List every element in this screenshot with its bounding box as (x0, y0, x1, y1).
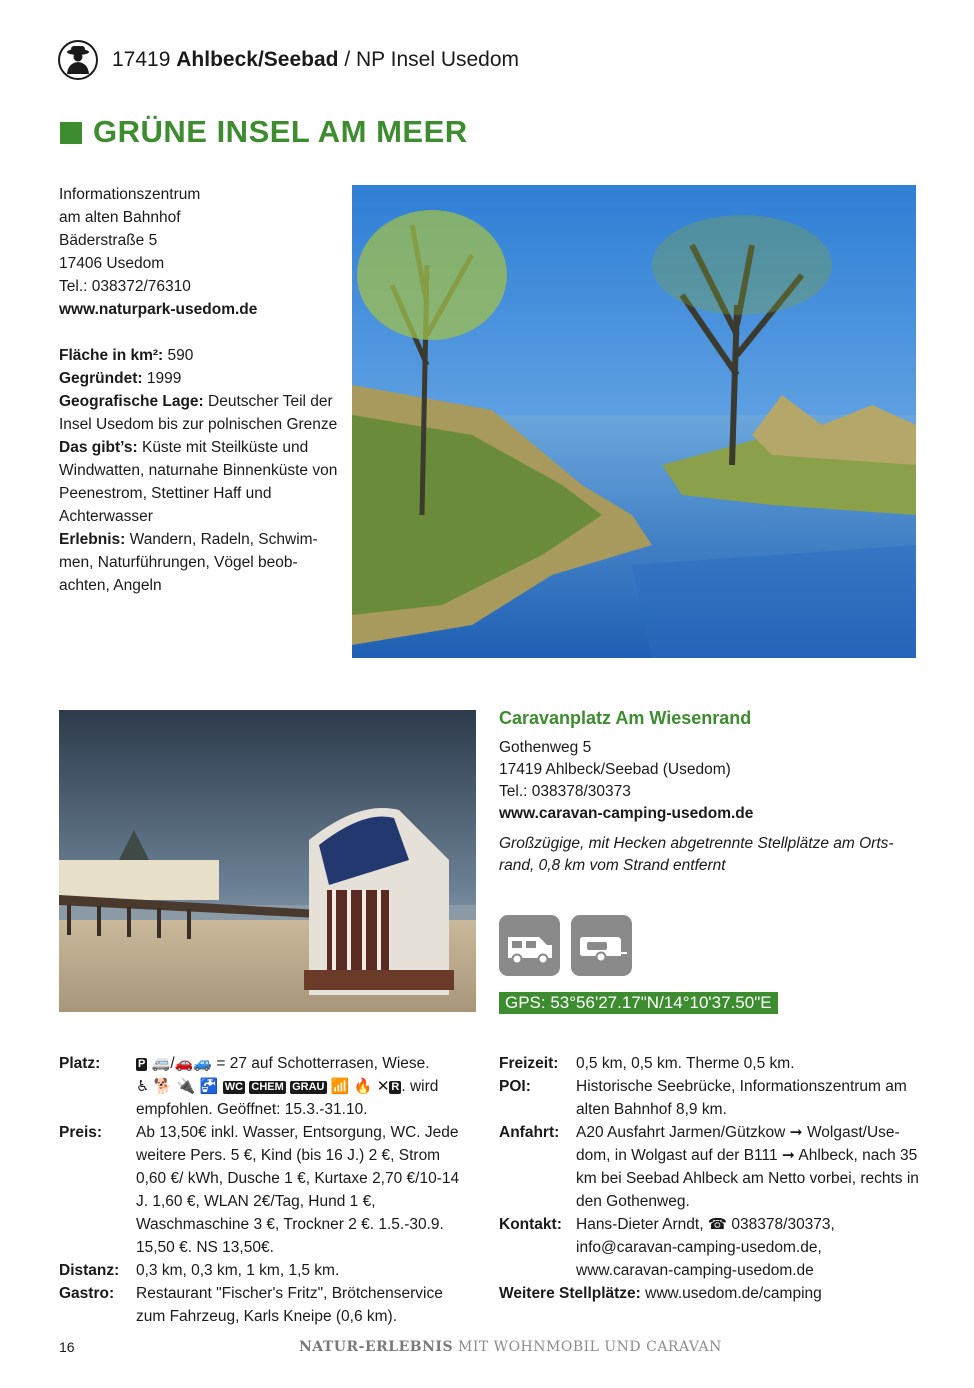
detail-value: 0,5 km, 0,5 km. Therme 0,5 km. (576, 1055, 795, 1072)
reservation-icon: R (391, 1081, 400, 1093)
fact-value: 1999 (142, 370, 182, 387)
no-grill-icon: ✕ (376, 1078, 390, 1095)
lake-landscape-photo (352, 185, 916, 658)
fact-location (59, 390, 339, 436)
water-tap-icon: 🚰 (199, 1078, 219, 1095)
detail-value: Ab 13,50€ inkl. Wasser, Entsorgung, WC. Jede weitere Pers. 5 €, Kind (bis 16 J.) 2 €, Strom 0,60 €/ kWh, Dusche 1 €, Kurtaxe 2,70 €/10-14 J. 1,60 €, WLAN 2€/Tag, Hund 1 €, Waschmaschine 3 €, Trockner 2 €. 1.5.-30.9. 15,50 €. NS 13,50€. (136, 1124, 460, 1256)
address-line: Informationszentrum (59, 186, 201, 203)
more-spots-row (499, 1282, 919, 1305)
campsite-website-link[interactable]: www.caravan-camping-usedom.de (499, 805, 754, 822)
detail-row-poi (499, 1075, 919, 1121)
platz-count: = 27 auf Schotterrasen, Wiese. (216, 1055, 430, 1072)
detail-label: Freizeit: (499, 1055, 559, 1072)
detail-label: Gastro: (59, 1285, 115, 1302)
campsite-city: 17419 Ahlbeck/Seebad (Usedom) (499, 761, 731, 778)
motorhome-small-icon: 🚐 (151, 1055, 171, 1072)
chem-icon: CHEM (251, 1081, 284, 1093)
detail-row-distanz (59, 1259, 471, 1282)
header-breadcrumb (112, 48, 519, 72)
detail-label: Distanz: (59, 1262, 120, 1279)
fact-features (59, 436, 339, 528)
title-square-icon (60, 122, 82, 144)
grey-water-icon: GRAU (292, 1081, 325, 1093)
campsite-name: Caravanplatz Am Wiesenrand (499, 708, 752, 728)
detail-row-platz (59, 1052, 471, 1121)
gps-coordinates: GPS: 53°56'27.17"N/14°10'37.50"E (499, 992, 778, 1014)
platz-extra: . wird empfohlen. Geöffnet: 15.3.-31.10. (136, 1078, 439, 1118)
address-line: Tel.: 038372/76310 (59, 278, 191, 295)
page-title: GRÜNE INSEL AM MEER (93, 114, 468, 149)
detail-label: POI: (499, 1078, 531, 1095)
detail-label: Anfahrt: (499, 1124, 560, 1141)
fact-area (59, 344, 339, 367)
caravan-icon (571, 915, 632, 976)
address-line: Bäderstraße 5 (59, 232, 158, 249)
campfire-icon: 🔥 (353, 1078, 373, 1095)
header-separator: / (338, 48, 356, 71)
park-info (59, 183, 339, 597)
footer-brand: NATUR-ERLEBNIS (299, 1339, 454, 1355)
more-spots-link[interactable]: www.usedom.de/camping (640, 1285, 822, 1302)
footer-rest: MIT WOHNMOBIL UND CARAVAN (453, 1339, 722, 1355)
detail-label: Preis: (59, 1124, 103, 1141)
detail-row-anfahrt (499, 1121, 919, 1213)
detail-value: Restaurant "Fischer's Fritz", Brötchenservice zum Fahrzeug, Karls Kneipe (0,6 km). (136, 1285, 443, 1325)
fact-label: Fläche in km²: (59, 347, 164, 364)
wifi-icon: 📶 (330, 1078, 350, 1095)
dog-icon: 🐕 (153, 1078, 173, 1095)
page-number: 16 (59, 1339, 75, 1355)
park-website-link[interactable]: www.naturpark-usedom.de (59, 301, 258, 318)
wc-icon: WC (224, 1081, 244, 1093)
spacer (59, 321, 339, 344)
footer-title (299, 1339, 722, 1355)
fact-value: Küste mit Steilküste und Windwatten, naturnahe Binnenküste von Peenestrom, Stettiner Haff und Achterwasser (59, 439, 338, 525)
header-park: NP Insel Usedom (356, 48, 520, 71)
fact-experience (59, 528, 339, 597)
detail-label: Platz: (59, 1055, 101, 1072)
fact-value: Deutscher Teil der Insel Usedom bis zur polnischen Grenze (59, 393, 338, 433)
detail-label: Kontakt: (499, 1216, 562, 1233)
more-spots-label: Weitere Stellplätze: (499, 1285, 641, 1302)
address-line: am alten Bahnhof (59, 209, 181, 226)
fact-value: 590 (163, 347, 194, 364)
detail-value: Hans-Dieter Arndt, ☎ 038378/30373, info@caravan-camping-usedom.de, www.caravan-camping-usedom.de (576, 1216, 835, 1279)
caravan-small-icon: 🚙 (193, 1055, 213, 1072)
campsite-info (499, 707, 919, 877)
campsite-phone: Tel.: 038378/30373 (499, 783, 631, 800)
details-left (59, 1052, 471, 1328)
detail-row-gastro (59, 1282, 471, 1328)
detail-value: A20 Ausfahrt Jarmen/Gützkow ➞ Wolgast/Use-dom, in Wolgast auf der B111 ➞ Ahlbeck, nach 35 km bei Seebad Ahlbeck am Netto vorbei, rechts in den Gothenweg. (576, 1124, 919, 1210)
header-place: Ahlbeck/Seebad (176, 48, 339, 71)
parking-icon: P (138, 1058, 146, 1070)
detail-value: P 🚐/🚗🚙 = 27 auf Schotterrasen, Wiese. ♿ 🐕 🔌 🚰 WC CHEM GRAU 📶 🔥 ✕ R . wird empfohlen. Geöffnet: 15.3.-31.10. (136, 1055, 439, 1118)
car-icon: 🚗 (174, 1055, 194, 1072)
beach-chair-pier-photo (59, 710, 476, 1012)
campsite-street: Gothenweg 5 (499, 739, 592, 756)
detail-value: 0,3 km, 0,3 km, 1 km, 1,5 km. (136, 1262, 340, 1279)
header-zip: 17419 (112, 48, 171, 71)
address-line: 17406 Usedom (59, 255, 165, 272)
fact-label: Gegründet: (59, 370, 143, 387)
wheelchair-icon: ♿ (136, 1078, 150, 1095)
detail-row-preis (59, 1121, 471, 1259)
campsite-description: Großzügige, mit Hecken abgetrennte Stellplätze am Orts-rand, 0,8 km vom Strand entfernt (499, 835, 894, 874)
fact-label: Das gibt’s: (59, 439, 138, 456)
motorhome-icon (499, 915, 560, 976)
fact-value: Wandern, Radeln, Schwim-men, Naturführungen, Vögel beob-achten, Angeln (59, 531, 318, 594)
detail-row-freizeit (499, 1052, 919, 1075)
fact-label: Erlebnis: (59, 531, 126, 548)
detail-row-kontakt (499, 1213, 919, 1282)
electricity-icon: 🔌 (176, 1078, 196, 1095)
ranger-icon (58, 40, 98, 80)
fact-label: Geografische Lage: (59, 393, 204, 410)
detail-value: Historische Seebrücke, Informationszentrum am alten Bahnhof 8,9 km. (576, 1078, 907, 1118)
details-right (499, 1052, 919, 1305)
fact-founded (59, 367, 339, 390)
